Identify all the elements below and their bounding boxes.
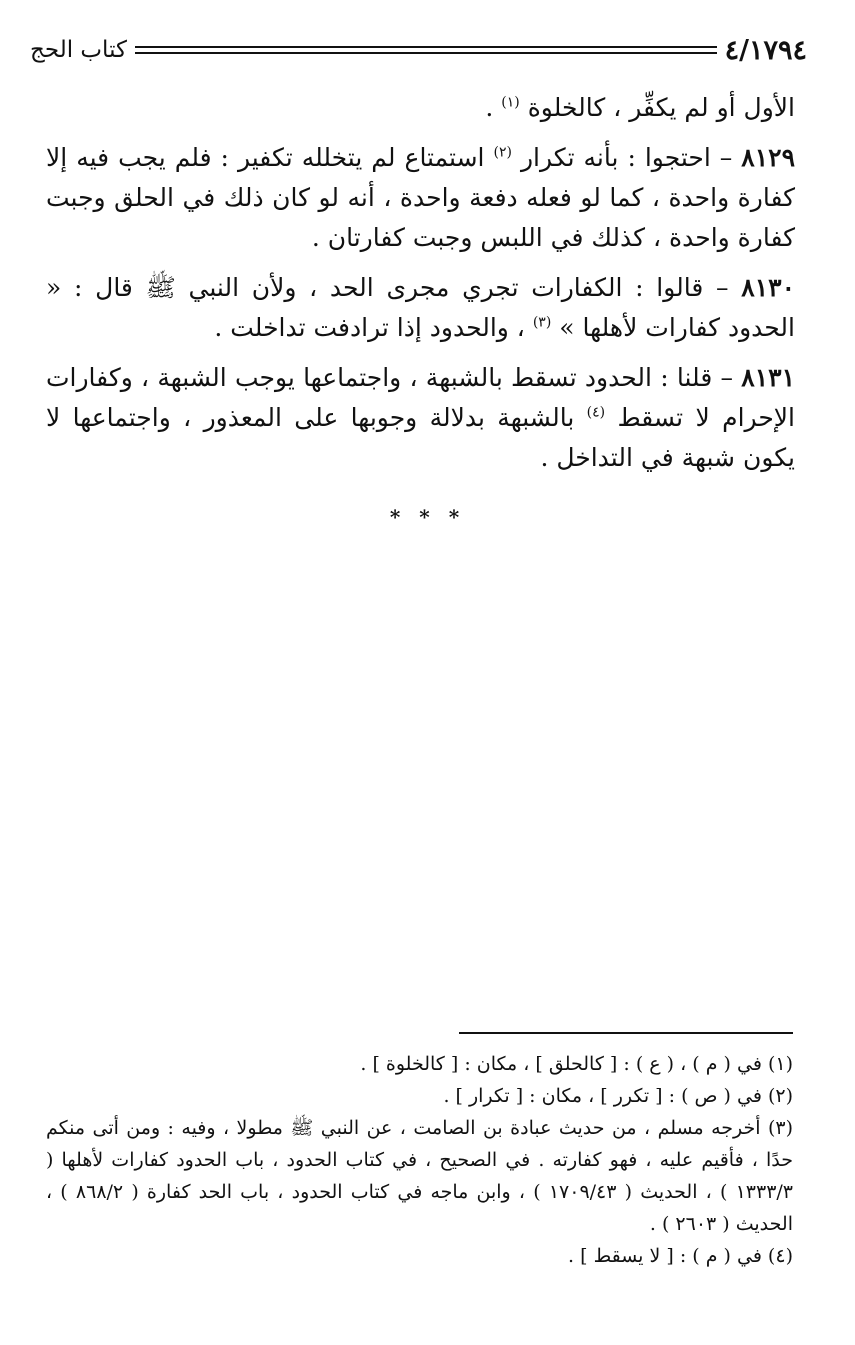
paragraph-text: الأول أو لم يكفِّر ، كالخلوة (527, 93, 795, 122)
paragraph-text: – قالوا : الكفارات تجري مجرى الحد ، ولأن النبي ﷺ قال : « الحدود كفارات لأهلها » (46, 273, 795, 342)
section-separator: * * * (389, 505, 466, 529)
paragraph (46, 358, 795, 478)
footnote-ref[interactable]: (٣) (532, 314, 552, 331)
footnote-ref[interactable]: (١) (501, 94, 520, 111)
paragraph-text-cont: بالشبهة بدلالة وجوبها على المعذور ، واجتماعها لا يكون شبهة في التداخل . (46, 403, 795, 472)
paragraph (46, 138, 795, 258)
footnote-rule (459, 1032, 793, 1034)
running-header (30, 30, 807, 70)
footnote-ref[interactable]: (٢) (493, 144, 512, 161)
main-text (46, 88, 795, 488)
paragraph (46, 268, 795, 348)
footnote-ref[interactable]: (٤) (586, 404, 606, 421)
footnote: (١) في ( م ) ، ( ع ) : [ كالحلق ] ، مكان : [ كالخلوة ] . (360, 1053, 793, 1075)
paragraph-text: – احتجوا : بأنه تكرار (520, 143, 742, 172)
paragraph (46, 88, 795, 128)
footnote: (٤) في ( م ) : [ لا يسقط ] . (568, 1245, 793, 1267)
book-title: كتاب الحج (30, 37, 127, 63)
footnote: (٢) في ( ص ) : [ تكرر ] ، مكان : [ تكرار ] . (443, 1085, 793, 1107)
page-number: ٤/١٧٩٤ (724, 34, 807, 66)
paragraph-number: ٨١٢٩ (741, 143, 795, 172)
header-double-rule (135, 46, 717, 54)
paragraph-number: ٨١٣١ (741, 363, 795, 392)
paragraph-text-cont: . (485, 93, 494, 122)
footnote: (٣) أخرجه مسلم ، من حديث عبادة بن الصامت ، عن النبي ﷺ مطولا ، وفيه : ومن أتى منكم حدًا ، فأقيم عليه ، فهو كفارته . في الصحيح ، في كتاب الحدود ، باب الحدود كفارات لأهلها ( ١٣٣٣/٣ ) ، الحديث ( ١٧٠٩/٤٣ ) ، وابن ماجه في كتاب الحدود ، باب الحد كفارة ( ٨٦٨/٢ ) ، الحديث ( ٢٦٠٣ ) . (46, 1117, 794, 1235)
paragraph-text-cont: ، والحدود إذا ترادفت تداخلت . (214, 313, 525, 342)
paragraph-number: ٨١٣٠ (741, 273, 795, 302)
paragraph-text-cont: استمتاع لم يتخلله تكفير : فلم يجب فيه إلا كفارة واحدة ، كما لو فعله دفعة واحدة ، أنه لو كان ذلك في الحلق وجبت كفارة واحدة ، كذلك في اللبس وجبت كفارتان . (46, 143, 795, 252)
paragraph-text: – قلنا : الحدود تسقط بالشبهة ، واجتماعها يوجب الشبهة ، وكفارات الإحرام لا تسقط (46, 363, 796, 432)
footnotes (46, 1048, 793, 1272)
